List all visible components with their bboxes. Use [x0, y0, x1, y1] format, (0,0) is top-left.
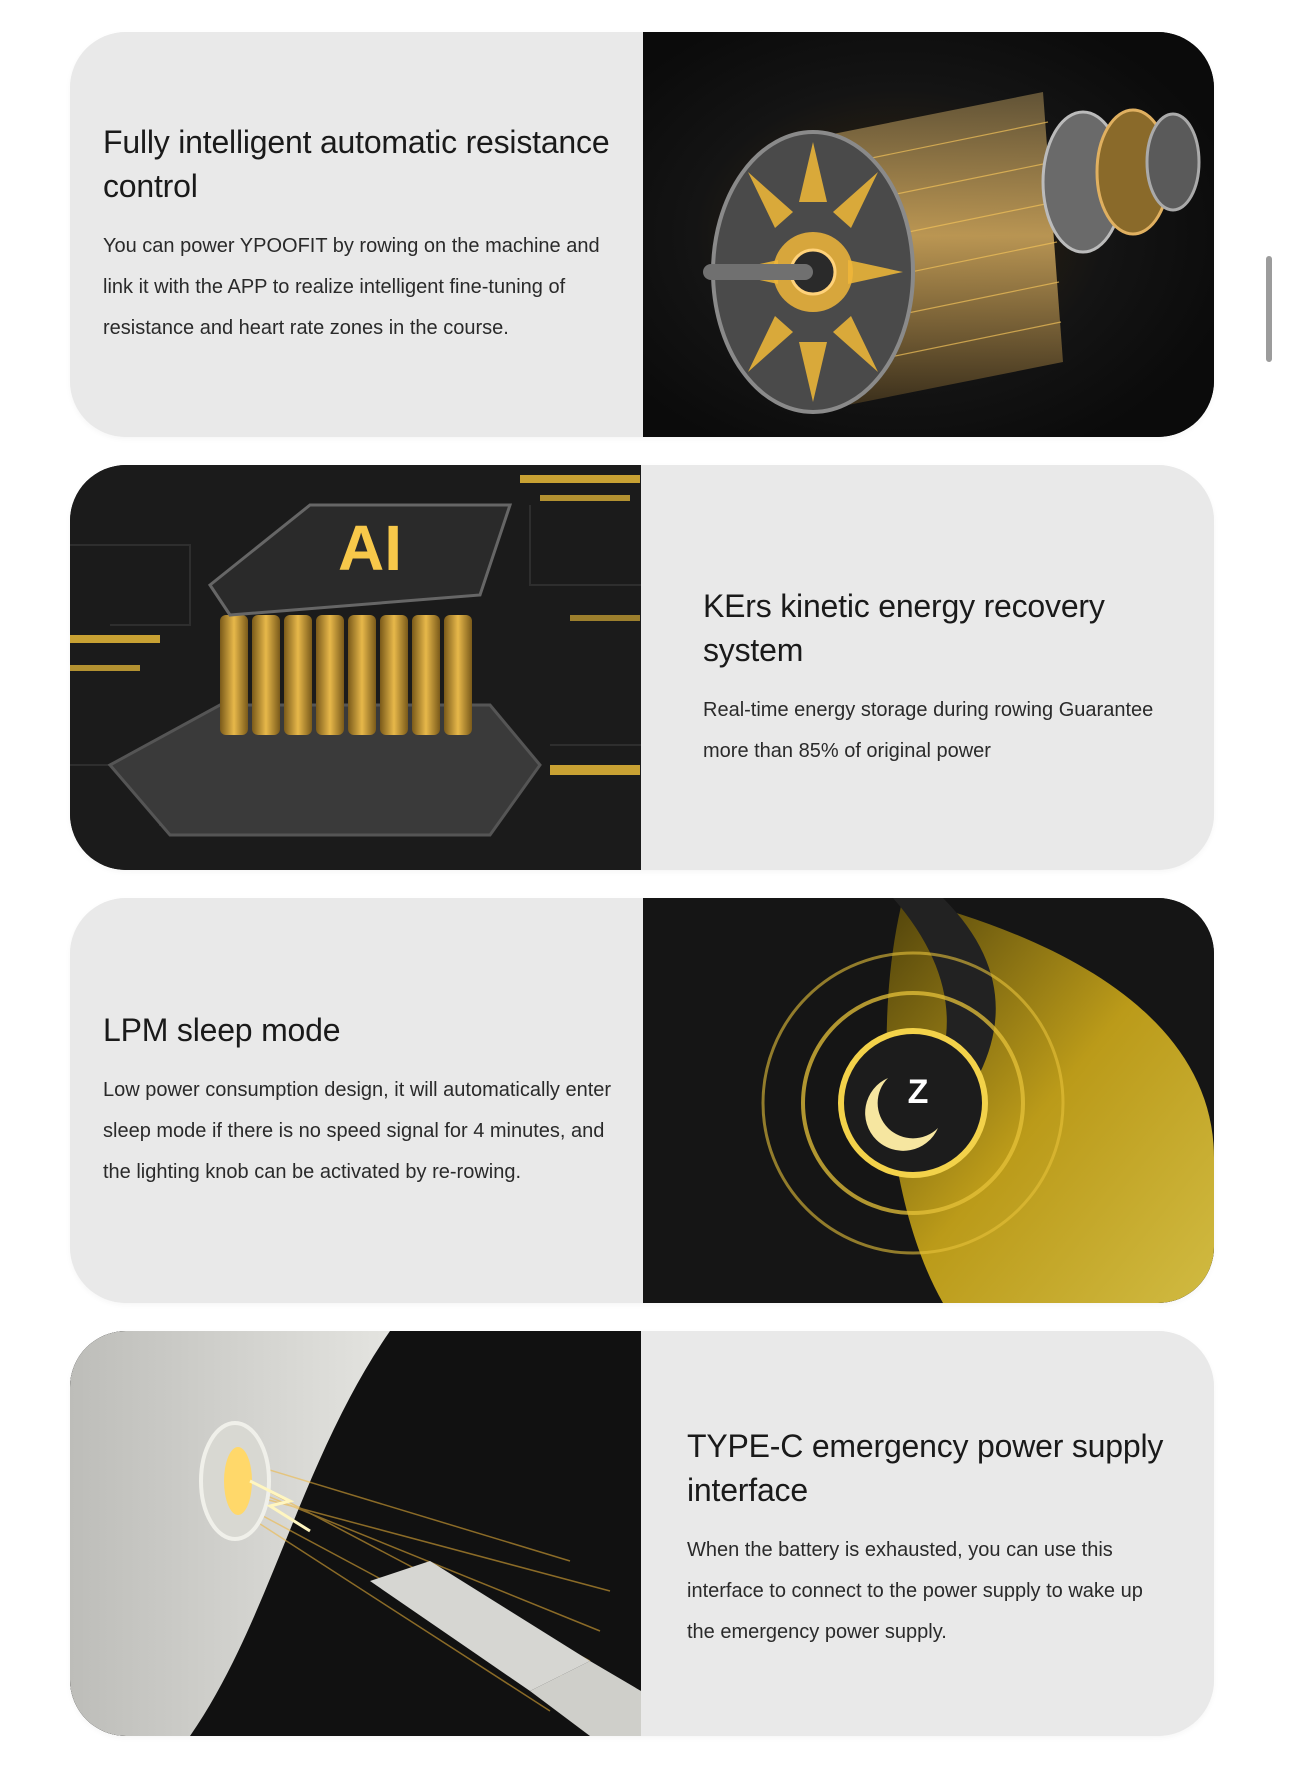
feature-text-panel	[641, 465, 1214, 870]
feature-card-kers	[70, 465, 1214, 870]
ai-chip-label: AI	[338, 512, 402, 584]
svg-text:Z: Z	[907, 1073, 929, 1111]
vertical-scrollbar[interactable]	[1266, 256, 1272, 362]
feature-card-sleep-mode	[70, 898, 1214, 1303]
feature-text-panel	[641, 1331, 1214, 1736]
feature-description: Low power consumption design, it will automatically enter sleep mode if there is no speed signal for 4 minutes, and the lighting knob can be activated by re-rowing.	[103, 1079, 612, 1183]
feature-text-panel	[70, 32, 643, 437]
feature-description: When the battery is exhausted, you can use this interface to connect to the power supply to wake up the emergency power supply.	[687, 1539, 1143, 1643]
feature-card-resistance-control	[70, 32, 1214, 437]
feature-title: TYPE-C emergency power supply interface	[687, 1428, 1164, 1508]
type-c-plug-icon	[70, 1331, 641, 1736]
type-c-cable-image	[70, 1331, 641, 1736]
feature-title: KErs kinetic energy recovery system	[703, 587, 1105, 668]
ai-chip-battery-image	[70, 465, 641, 870]
feature-card-type-c	[70, 1331, 1214, 1736]
feature-title: Fully intelligent automatic resistance control	[103, 124, 610, 204]
sleep-mode-knob-image	[643, 898, 1214, 1303]
motor-rotor-icon	[643, 32, 1214, 437]
feature-title: LPM sleep mode	[103, 1012, 341, 1048]
ai-chip-icon	[70, 465, 641, 870]
motor-rotor-image	[643, 32, 1214, 437]
feature-description: Real-time energy storage during rowing Guarantee more than 85% of original power	[703, 698, 1154, 762]
sleep-knob-icon	[643, 898, 1214, 1303]
feature-text-panel	[70, 898, 643, 1303]
feature-description: You can power YPOOFIT by rowing on the machine and link it with the APP to realize intelligent fine-tuning of resistance and heart rate zones in the course.	[103, 235, 600, 339]
